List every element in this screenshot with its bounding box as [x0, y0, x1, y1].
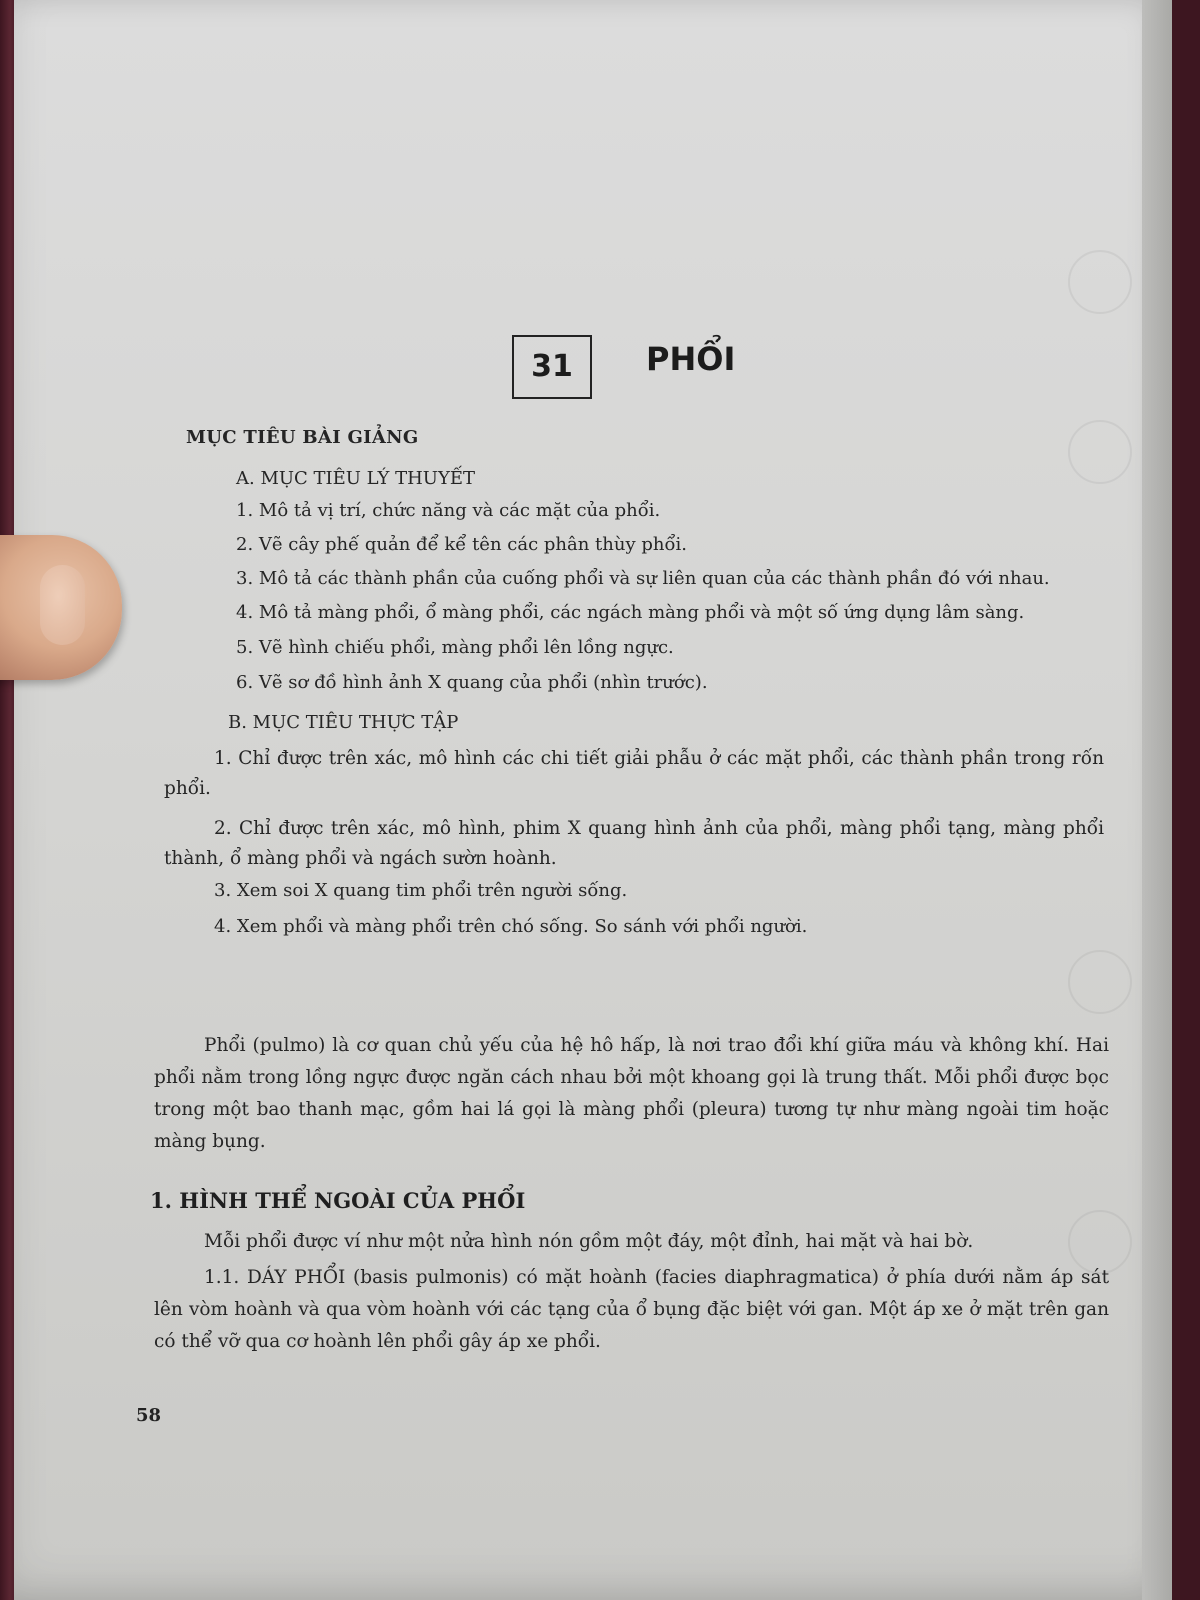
thumbnail-highlight	[40, 565, 85, 645]
theory-item: 3. Mô tả các thành phần của cuống phổi và sự liên quan của các thành phần đó với nhau.	[236, 568, 1050, 589]
theory-item: 4. Mô tả màng phổi, ổ màng phổi, các ngách màng phổi và một số ứng dụng lâm sàng.	[236, 602, 1025, 623]
practice-item: 3. Xem soi X quang tim phổi trên người sống.	[214, 880, 628, 901]
page-number: 58	[136, 1405, 162, 1426]
objectives-heading: MỤC TIÊU BÀI GIẢNG	[186, 427, 419, 448]
theory-heading: A. MỤC TIÊU LÝ THUYẾT	[236, 468, 475, 489]
chapter-title: PHỔI	[646, 340, 736, 378]
bleed-through-mark	[1068, 250, 1132, 314]
practice-item: 4. Xem phổi và màng phổi trên chó sống. So sánh với phổi người.	[214, 916, 808, 937]
bleed-through-mark	[1068, 420, 1132, 484]
chapter-number: 31	[512, 335, 592, 399]
section-paragraph: Mỗi phổi được ví như một nửa hình nón gồm một đáy, một đỉnh, hai mặt và hai bờ.	[204, 1231, 974, 1252]
section-heading: 1. HÌNH THỂ NGOÀI CỦA PHỔI	[150, 1188, 526, 1213]
section-paragraph: 1.1. DÁY PHỔI (basis pulmonis) có mặt hoành (facies diaphragmatica) ở phía dưới nằm áp sát lên vòm hoành và qua vòm hoành với các tạng của ổ bụng đặc biệt với gan. Một áp xe ở mặt trên gan có thể vỡ qua cơ hoành lên phổi gây áp xe phổi.	[154, 1267, 1109, 1352]
practice-item: 1. Chỉ được trên xác, mô hình các chi tiết giải phẫu ở các mặt phổi, các thành phần trong rốn phổi.	[164, 748, 1104, 799]
theory-item: 6. Vẽ sơ đồ hình ảnh X quang của phổi (nhìn trước).	[236, 672, 708, 693]
theory-item: 1. Mô tả vị trí, chức năng và các mặt của phổi.	[236, 500, 661, 521]
theory-item: 2. Vẽ cây phế quản để kể tên các phân thùy phổi.	[236, 534, 687, 555]
book-page	[14, 0, 1172, 1600]
intro-paragraph: Phổi (pulmo) là cơ quan chủ yếu của hệ hô hấp, là nơi trao đổi khí giữa máu và không khí. Hai phổi nằm trong lồng ngực được ngăn cách nhau bởi một khoang gọi là trung thất. Mỗi phổi được bọc trong một bao thanh mạc, gồm hai lá gọi là màng phổi (pleura) tương tự như màng ngoài tim hoặc màng bụng.	[154, 1035, 1109, 1152]
practice-heading: B. MỤC TIÊU THỰC TẬP	[228, 712, 459, 733]
bleed-through-mark	[1068, 950, 1132, 1014]
page-edge	[1142, 0, 1172, 1600]
practice-item: 2. Chỉ được trên xác, mô hình, phim X quang hình ảnh của phổi, màng phổi tạng, màng phổi thành, ổ màng phổi và ngách sườn hoành.	[164, 818, 1104, 869]
theory-item: 5. Vẽ hình chiếu phổi, màng phổi lên lồng ngực.	[236, 637, 674, 658]
